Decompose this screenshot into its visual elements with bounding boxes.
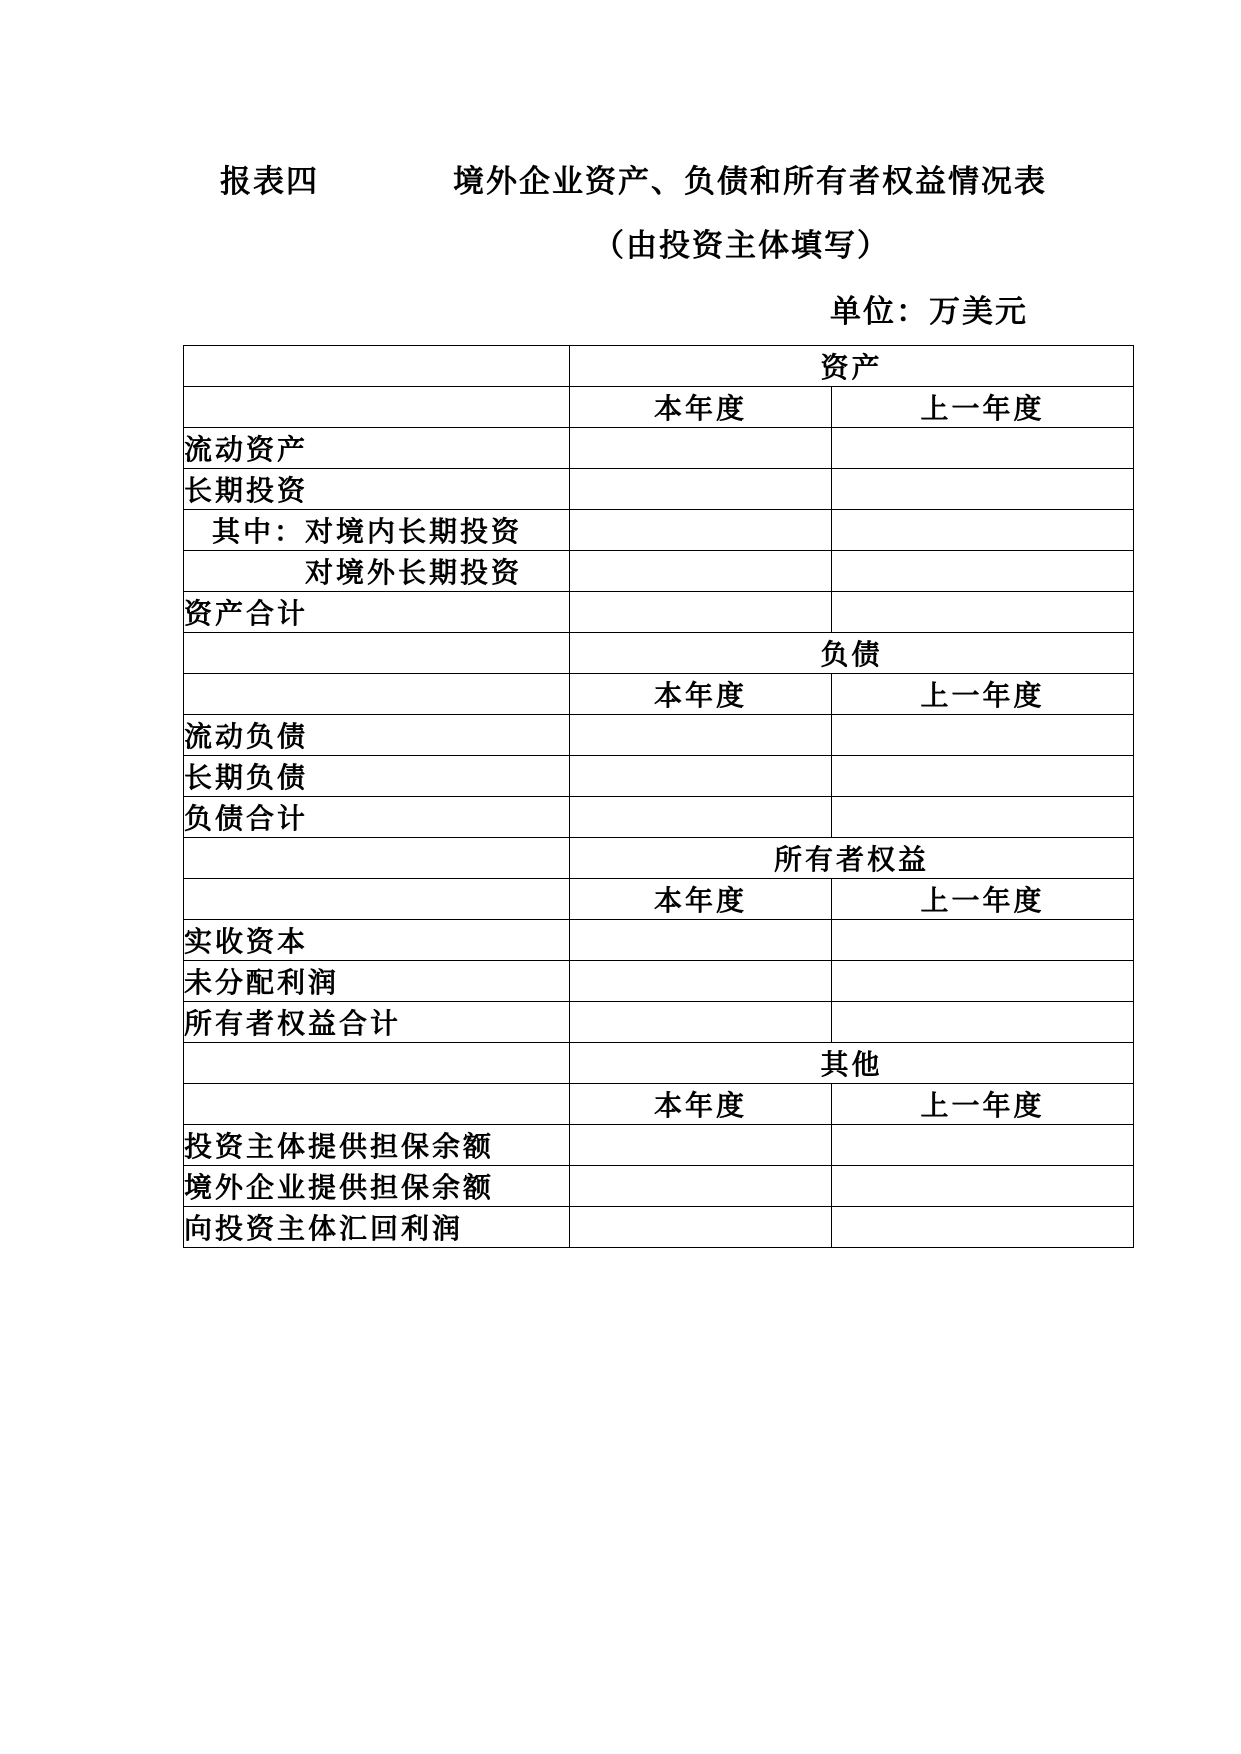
column-header-current-year: 本年度 bbox=[570, 879, 832, 920]
blank-cell bbox=[184, 1043, 570, 1084]
value-cell-previous bbox=[832, 797, 1134, 838]
value-cell-current bbox=[570, 469, 832, 510]
value-cell-previous bbox=[832, 428, 1134, 469]
section-header-row bbox=[184, 346, 1134, 387]
currency-unit: 单位：万美元 bbox=[830, 294, 1028, 330]
section-title-other: 其他 bbox=[570, 1043, 1134, 1084]
row-label: 负债合计 bbox=[184, 797, 570, 838]
blank-cell bbox=[184, 674, 570, 715]
value-cell-previous bbox=[832, 1166, 1134, 1207]
value-cell-current bbox=[570, 592, 832, 633]
row-label: 向投资主体汇回利润 bbox=[184, 1207, 570, 1248]
value-cell-current bbox=[570, 1002, 832, 1043]
value-cell-previous bbox=[832, 920, 1134, 961]
column-header-previous-year: 上一年度 bbox=[832, 674, 1134, 715]
column-header-current-year: 本年度 bbox=[570, 1084, 832, 1125]
row-label: 未分配利润 bbox=[184, 961, 570, 1002]
value-cell-current bbox=[570, 1207, 832, 1248]
balance-sheet-table bbox=[183, 345, 1134, 1248]
row-label: 境外企业提供担保余额 bbox=[184, 1166, 570, 1207]
section-header-row bbox=[184, 838, 1134, 879]
table-row bbox=[184, 715, 1134, 756]
value-cell-previous bbox=[832, 551, 1134, 592]
value-cell-previous bbox=[832, 1002, 1134, 1043]
value-cell-current bbox=[570, 428, 832, 469]
table-row bbox=[184, 428, 1134, 469]
value-cell-previous bbox=[832, 469, 1134, 510]
table-row bbox=[184, 961, 1134, 1002]
table-row bbox=[184, 592, 1134, 633]
value-cell-previous bbox=[832, 715, 1134, 756]
table-row bbox=[184, 1207, 1134, 1248]
row-label: 其中：对境内长期投资 bbox=[184, 510, 570, 551]
column-header-row bbox=[184, 674, 1134, 715]
value-cell-current bbox=[570, 756, 832, 797]
table-row bbox=[184, 510, 1134, 551]
column-header-previous-year: 上一年度 bbox=[832, 387, 1134, 428]
value-cell-current bbox=[570, 1125, 832, 1166]
table-row bbox=[184, 797, 1134, 838]
value-cell-current bbox=[570, 551, 832, 592]
table-row bbox=[184, 1002, 1134, 1043]
section-header-row bbox=[184, 633, 1134, 674]
table-row bbox=[184, 1125, 1134, 1166]
table-row bbox=[184, 920, 1134, 961]
table-row bbox=[184, 1166, 1134, 1207]
column-header-current-year: 本年度 bbox=[570, 674, 832, 715]
value-cell-current bbox=[570, 961, 832, 1002]
value-cell-current bbox=[570, 920, 832, 961]
column-header-row bbox=[184, 1084, 1134, 1125]
row-label: 所有者权益合计 bbox=[184, 1002, 570, 1043]
value-cell-previous bbox=[832, 1207, 1134, 1248]
section-title-assets: 资产 bbox=[570, 346, 1134, 387]
row-label: 长期负债 bbox=[184, 756, 570, 797]
blank-cell bbox=[184, 1084, 570, 1125]
row-label: 对境外长期投资 bbox=[184, 551, 570, 592]
section-title-liabilities: 负债 bbox=[570, 633, 1134, 674]
blank-cell bbox=[184, 633, 570, 674]
blank-cell bbox=[184, 346, 570, 387]
row-label: 长期投资 bbox=[184, 469, 570, 510]
section-header-row bbox=[184, 1043, 1134, 1084]
row-label: 流动资产 bbox=[184, 428, 570, 469]
blank-cell bbox=[184, 838, 570, 879]
value-cell-current bbox=[570, 797, 832, 838]
row-label: 流动负债 bbox=[184, 715, 570, 756]
report-title: 境外企业资产、负债和所有者权益情况表 bbox=[453, 164, 1047, 200]
report-subtitle: （由投资主体填写） bbox=[593, 228, 890, 264]
value-cell-previous bbox=[832, 510, 1134, 551]
row-label: 实收资本 bbox=[184, 920, 570, 961]
value-cell-previous bbox=[832, 961, 1134, 1002]
column-header-row bbox=[184, 387, 1134, 428]
value-cell-current bbox=[570, 1166, 832, 1207]
table-row bbox=[184, 756, 1134, 797]
value-cell-previous bbox=[832, 592, 1134, 633]
table-row bbox=[184, 469, 1134, 510]
blank-cell bbox=[184, 879, 570, 920]
column-header-row bbox=[184, 879, 1134, 920]
column-header-previous-year: 上一年度 bbox=[832, 1084, 1134, 1125]
value-cell-current bbox=[570, 715, 832, 756]
value-cell-previous bbox=[832, 1125, 1134, 1166]
table-row bbox=[184, 551, 1134, 592]
column-header-previous-year: 上一年度 bbox=[832, 879, 1134, 920]
report-number: 报表四 bbox=[220, 164, 319, 200]
value-cell-current bbox=[570, 510, 832, 551]
column-header-current-year: 本年度 bbox=[570, 387, 832, 428]
value-cell-previous bbox=[832, 756, 1134, 797]
blank-cell bbox=[184, 387, 570, 428]
section-title-owners-equity: 所有者权益 bbox=[570, 838, 1134, 879]
row-label: 投资主体提供担保余额 bbox=[184, 1125, 570, 1166]
row-label: 资产合计 bbox=[184, 592, 570, 633]
